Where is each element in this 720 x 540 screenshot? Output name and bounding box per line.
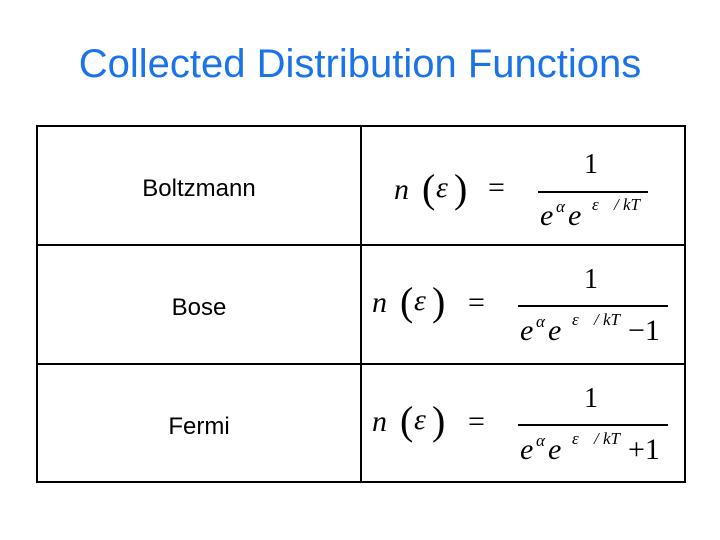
formula-equals: = [468,405,485,438]
distribution-table [36,125,686,483]
formula-lparen: ( [400,279,414,324]
formula-epsilon: ε [436,171,448,204]
formula-alpha: α [536,312,545,331]
formula-equals: = [488,171,505,204]
formula-n: n [394,173,409,206]
fraction-bar [538,191,648,193]
formula-numerator: 1 [584,264,598,295]
formula-numerator: 1 [584,149,598,180]
formula-epsilon: ε [414,284,426,317]
row-name-fermi: Fermi [168,413,230,440]
exponent-epsilon: ε [572,310,579,329]
formula-n: n [372,286,387,319]
exponent-kt: / kT [614,195,640,214]
formula-epsilon: ε [414,403,426,436]
formula-tail: +1 [628,433,660,466]
formula-alpha: α [536,431,545,450]
formula-lparen: ( [422,166,436,211]
formula-e: e [520,433,534,466]
formula-rparen: ) [454,166,468,211]
formula-numerator: 1 [584,383,598,414]
row-name-boltzmann: Boltzmann [142,175,256,202]
fraction-bar [518,424,668,426]
exponent-kt: / kT [594,310,620,329]
fermi-formula [372,365,682,483]
formula-e: e [568,199,582,232]
bose-formula [372,246,682,363]
exponent-epsilon: ε [592,195,599,214]
exponent-kt: / kT [594,429,620,448]
formula-n: n [372,405,387,438]
row-name-bose: Bose [171,294,227,321]
formula-e: e [548,314,562,347]
formula-e: e [548,433,562,466]
formula-e: e [540,199,554,232]
formula-alpha: α [556,197,565,216]
slide-title: Collected Distribution Functions [78,42,642,86]
exponent-epsilon: ε [572,429,579,448]
boltzmann-formula [394,127,684,244]
formula-e: e [520,314,534,347]
formula-rparen: ) [432,279,446,324]
fraction-bar [518,305,668,307]
formula-tail: −1 [628,314,660,347]
column-divider [360,127,362,481]
formula-lparen: ( [400,398,414,443]
formula-rparen: ) [432,398,446,443]
formula-equals: = [468,286,485,319]
